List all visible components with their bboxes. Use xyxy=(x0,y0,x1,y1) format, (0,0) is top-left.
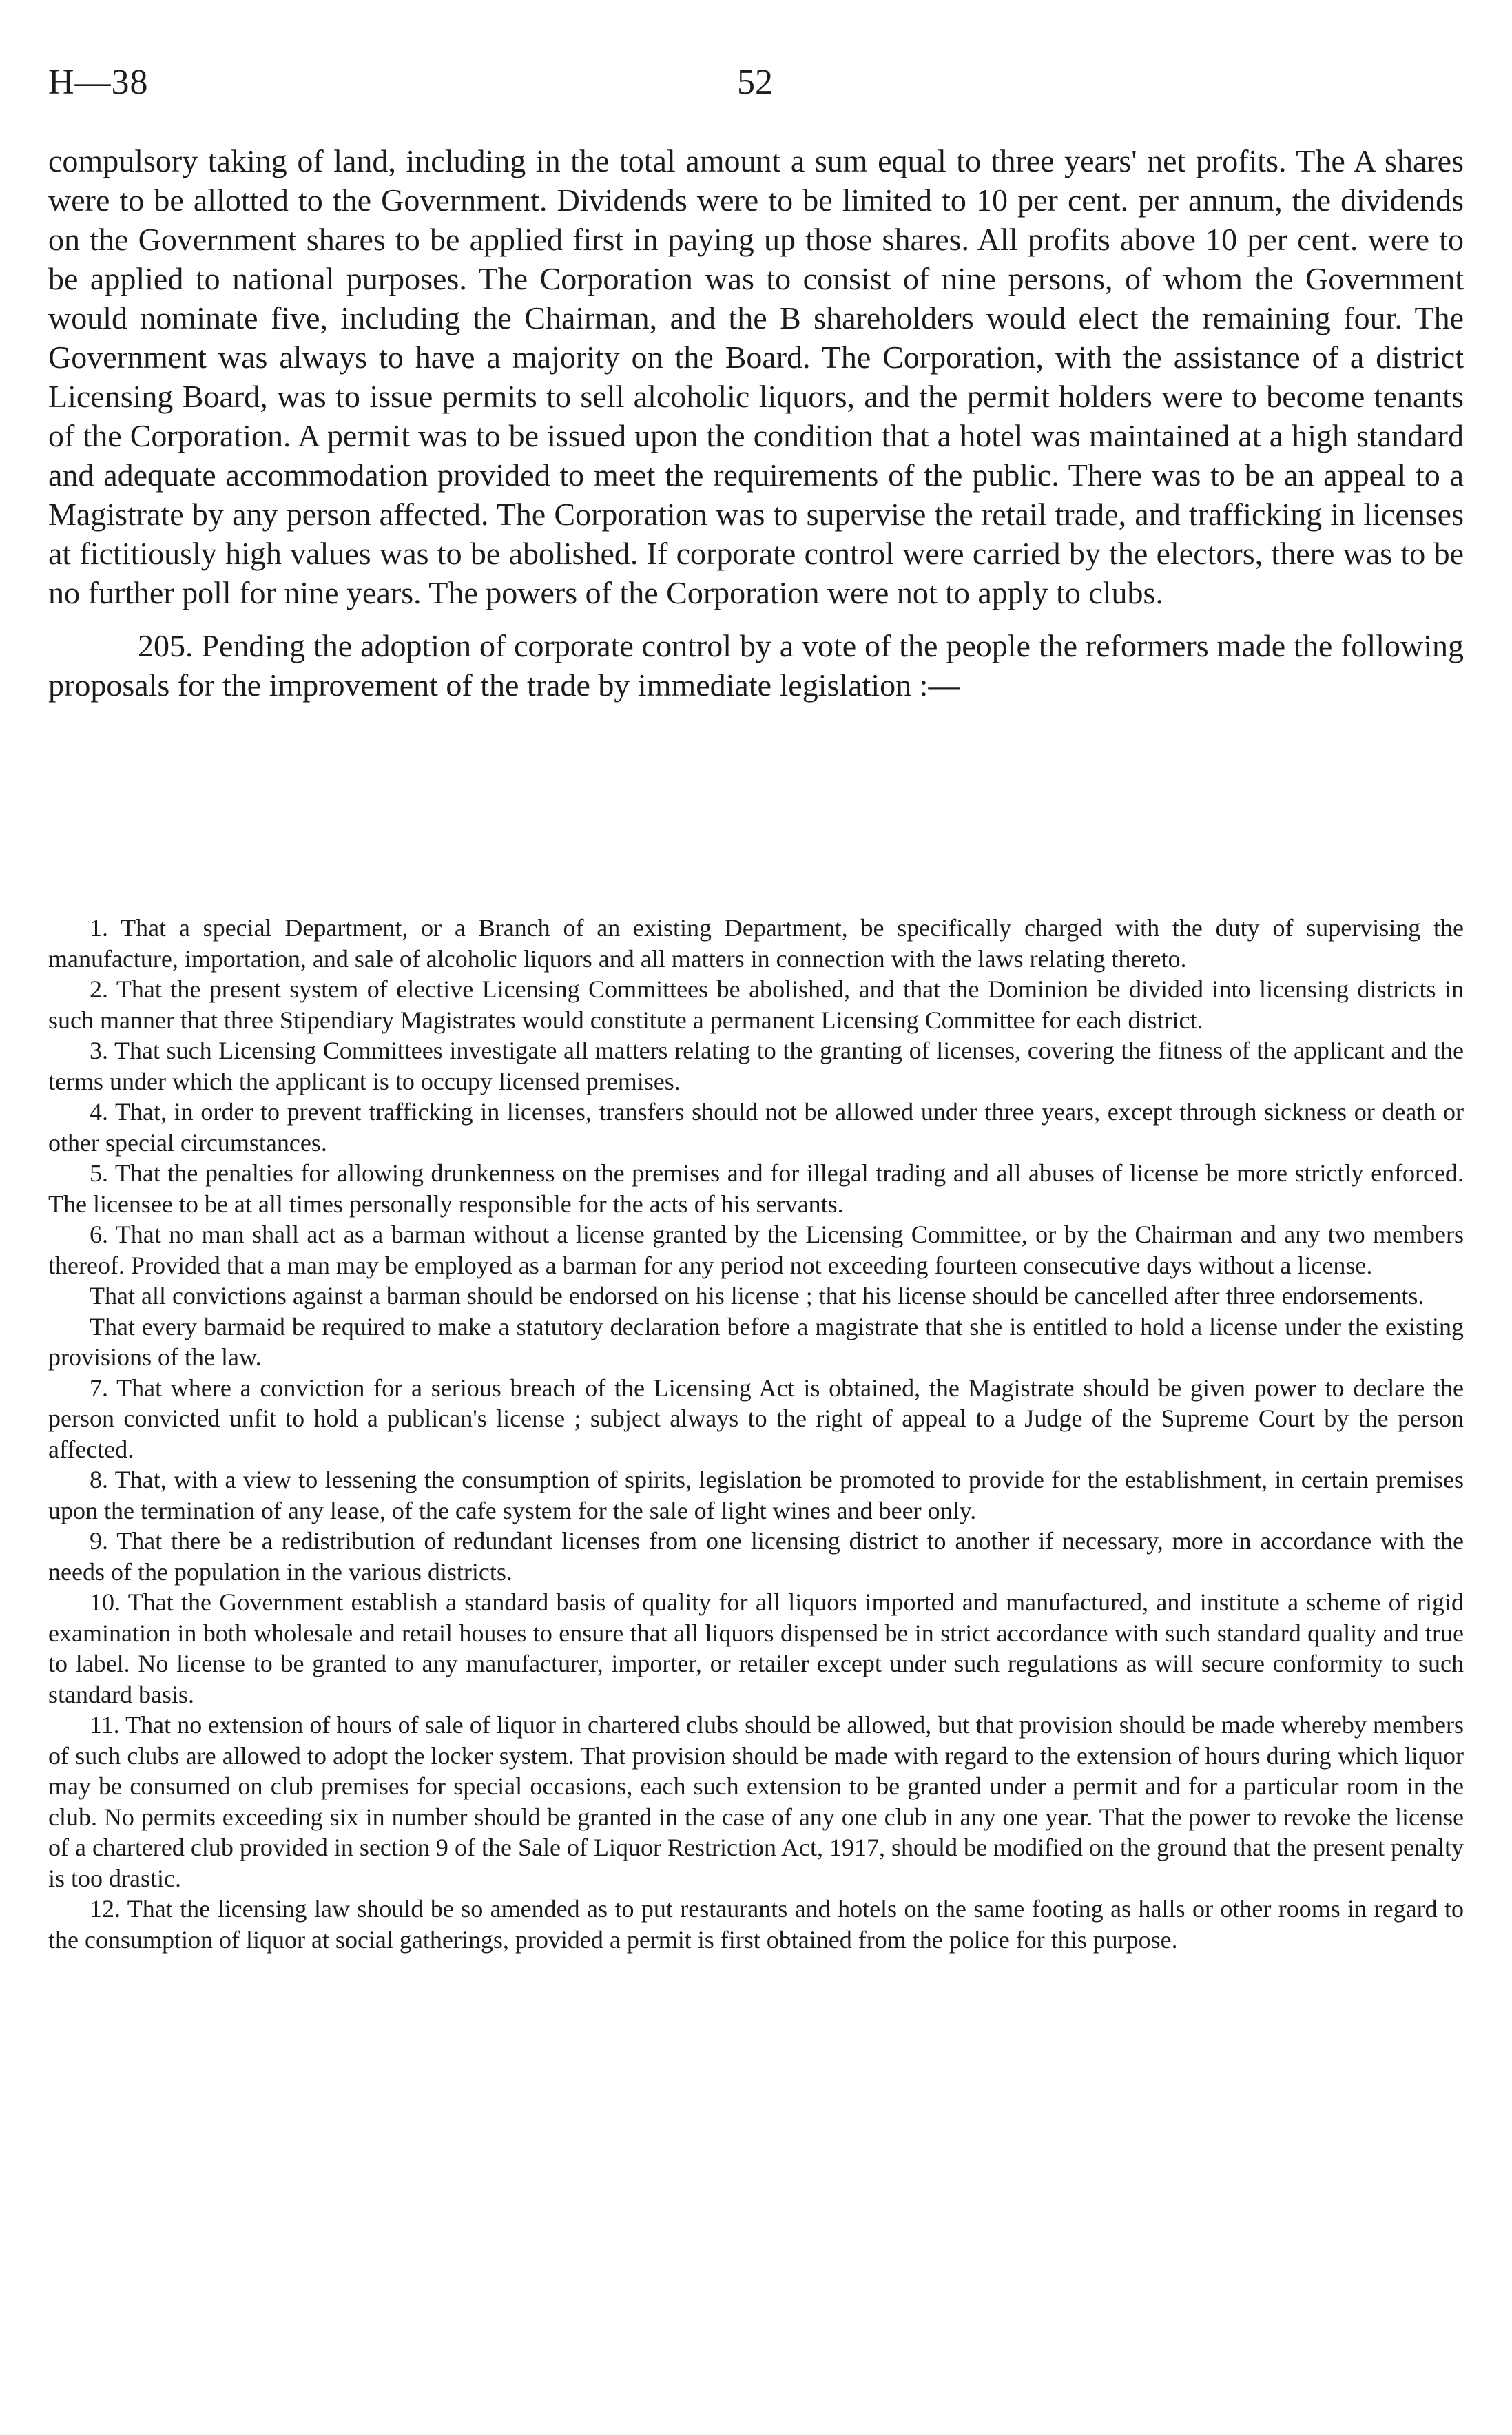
proposal-item: That all convictions against a barman should be endorsed on his license ; that his license should be cancelled after three endorsements. xyxy=(90,1282,1425,1309)
proposal-item: 5. That the penalties for allowing drunkenness on the premises and for illegal trading and all abuses of license be more strictly enforced. The licensee to be at all times personally responsible for the acts of his servants. xyxy=(48,1159,1464,1218)
proposal-item: 10. That the Government establish a standard basis of quality for all liquors imported and manufactured, and institute a scheme of rigid examination in both wholesale and retail houses to ensure that all liquors dispensed be in strict accordance with such standard quality and true to label. No license to be granted to any manufacturer, importer, or retailer except under such regulations as will secure conformity to such standard basis. xyxy=(48,1588,1464,1708)
proposal-item: 3. That such Licensing Committees investigate all matters relating to the granting of licenses, covering the fitness of the applicant and the terms under which the applicant is to occupy licensed premises. xyxy=(48,1037,1464,1095)
proposal-item: 12. That the licensing law should be so amended as to put restaurants and hotels on the same footing as halls or other rooms in regard to the consumption of liquor at social gatherings, provided a permit is first obtained from the police for this purpose. xyxy=(48,1895,1464,1954)
proposal-item: 2. That the present system of elective Licensing Committees be abolished, and that the Dominion be divided into licensing districts in such manner that three Stipendiary Magistrates would constitute a permanent Licensing Committee for each district. xyxy=(48,975,1464,1034)
page-header xyxy=(48,62,1464,117)
opening-paragraph: compulsory taking of land, including in the total amount a sum equal to three years' net profits. The A shares were to be allotted to the Government. Dividends were to be limited to 10 per cent. per annum, the dividends on the Government shares to be applied first in paying up those shares. All profits above 10 per cent. were to be applied to national purposes. The Corporation was to consist of nine persons, of whom the Government would nominate five, including the Chairman, and the B shareholders would elect the remaining four. The Government was always to have a majority on the Board. The Corporation, with the assistance of a district Licensing Board, was to issue permits to sell alcoholic liquors, and the permit holders were to become tenants of the Corporation. A permit was to be issued upon the condition that a hotel was maintained at a high standard and adequate accommodation provided to meet the requirements of the public. There was to be an appeal to a Magistrate by any person affected. The Corporation was to supervise the retail trade, and trafficking in licenses at fictitiously high values was to be abolished. If corporate control were carried by the electors, there was to be no further poll for nine years. The powers of the Corporation were not to apply to clubs. xyxy=(48,143,1464,610)
proposal-item: 4. That, in order to prevent trafficking in licenses, transfers should not be allowed under three years, except through sickness or death or other special circumstances. xyxy=(48,1098,1464,1157)
proposal-item: 6. That no man shall act as a barman without a license granted by the Licensing Committee, or by the Chairman and any two members thereof. Provided that a man may be employed as a barman for any period not exceeding fourteen consecutive days without a license. xyxy=(48,1221,1464,1279)
proposals-list xyxy=(48,913,1464,1955)
proposal-item: 9. That there be a redistribution of redundant licenses from one licensing district to another if necessary, more in accordance with the needs of the population in the various districts. xyxy=(48,1527,1464,1586)
document-code: H—38 xyxy=(48,63,149,102)
proposal-item: 1. That a special Department, or a Branch of an existing Department, be specifically charged with the duty of supervising the manufacture, importation, and sale of alcoholic liquors and all matters in connection with the laws relating thereto. xyxy=(48,914,1464,973)
proposal-item: 8. That, with a view to lessening the consumption of spirits, legislation be promoted to provide for the establishment, in certain premises upon the termination of any lease, of the cafe system for the sale of light wines and beer only. xyxy=(48,1466,1464,1524)
proposal-item: That every barmaid be required to make a statutory declaration before a magistrate that she is entitled to hold a license under the existing provisions of the law. xyxy=(48,1312,1464,1371)
proposal-item: 11. That no extension of hours of sale of liquor in chartered clubs should be allowed, but that provision should be made whereby members of such clubs are allowed to adopt the locker system. That provision should be made with regard to the extension of hours during which liquor may be consumed on club premises for special occasions, each such extension to be granted under a permit and for a particular room in the club. No permits exceeding six in number should be granted in the case of any one club in any one year. That the power to revoke the license of a chartered club provided in section 9 of the Sale of Liquor Restriction Act, 1917, should be modified on the ground that the present penalty is too drastic. xyxy=(48,1711,1464,1892)
main-text xyxy=(48,141,1464,705)
page-number: 52 xyxy=(737,63,773,102)
proposal-item: 7. That where a conviction for a serious breach of the Licensing Act is obtained, the Magistrate should be given power to declare the person convicted unfit to hold a publican's license ; subject always to the right of appeal to a Judge of the Supreme Court by the person affected. xyxy=(48,1374,1464,1463)
paragraph-205: 205. Pending the adoption of corporate control by a vote of the people the reformers made the following proposals for the improvement of the trade by immediate legislation :— xyxy=(48,628,1464,703)
